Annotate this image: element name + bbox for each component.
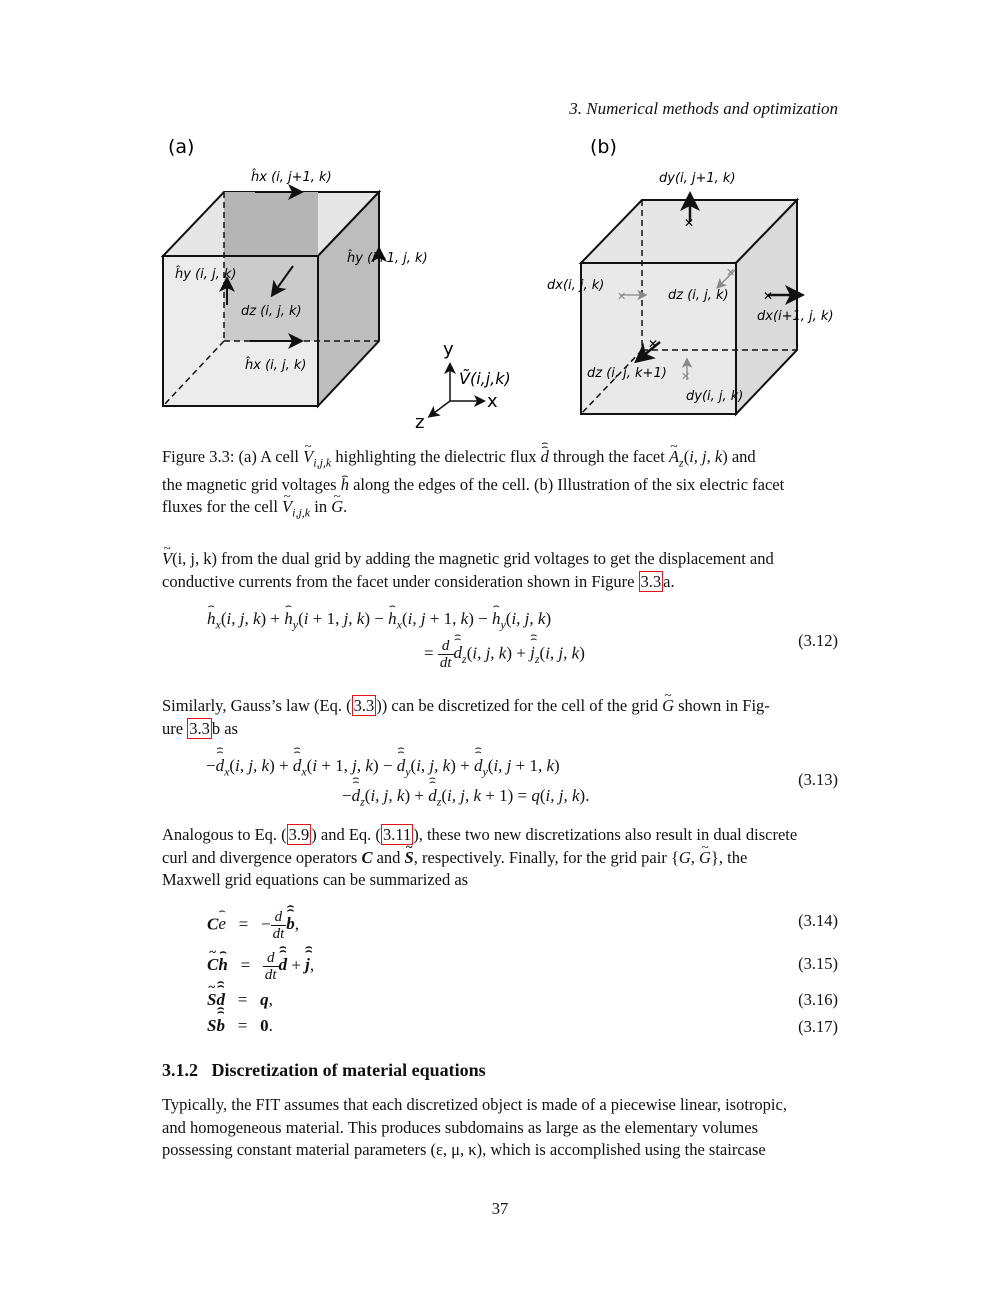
svg-text:✕: ✕: [681, 370, 691, 383]
figure-caption: Figure 3.3: (a) A cell ~ $V_{i,j,k}$ highlighting the dielectric flux ⌢ d ⌢ through the facet ~ $A_z(i$, j, k) and the magnetic grid voltages ⌢ h along the edges of the cell. (b) Illustration of the six electric facet fluxes for the cell ~ $V_{i,j,k}$ in ~ G.: [162, 446, 838, 524]
equation-number-3-12: (3.12): [798, 631, 838, 650]
equation-number-3-16: (3.16): [798, 990, 838, 1009]
svg-text:✕: ✕: [617, 290, 627, 303]
label-hx-top: ĥx (i, j+1, k): [251, 170, 332, 185]
paragraph-3: Analogous to Eq. ( 3.9 ) and Eq. ( 3.11 ), these two new discretizations also result in dual discrete curl and divergence operators C and ~ S, respectively. Finally, for the grid pair {G, ~ G}, the Maxwell grid equations can be summarized as: [162, 824, 838, 892]
ref-eq-3-9[interactable]: 3.9: [288, 825, 310, 844]
section-number: 3.1.2: [162, 1060, 198, 1080]
label-hx-bottom: ĥx (i, j, k): [245, 358, 307, 373]
equation-3-16: ~ S⌢ d ⌢ = q,: [207, 990, 273, 1010]
axis-z: z: [415, 412, 425, 433]
running-header: 3. Numerical methods and optimization: [569, 99, 838, 118]
section-heading: [162, 1060, 486, 1081]
ref-figure-3-3a[interactable]: 3.3: [640, 571, 662, 591]
label-dx-right: dx(i+1, j, k): [757, 309, 834, 324]
ref-eq-3-11[interactable]: 3.11: [382, 825, 412, 844]
axis-x: x: [487, 391, 498, 412]
paragraph-1: ~ V(i, j, k) from the dual grid by adding the magnetic grid voltages to get the displacement and conductive currents from the facet under consideration shown in Figure 3.3 a.: [162, 548, 838, 593]
label-dz-a: dz (i, j, k): [241, 304, 302, 319]
svg-text:✕: ✕: [684, 216, 695, 230]
label-hy-right: ĥy (i+1, j, k): [347, 251, 428, 266]
cube-b: [581, 196, 800, 414]
panel-a-label: (a): [168, 136, 195, 158]
cube-a: [163, 192, 379, 406]
svg-text:✕: ✕: [648, 337, 659, 351]
equation-number-3-14: (3.14): [798, 911, 838, 930]
equation-3-14: C⌢ e = − $\frac{d}{dt}$ ⌢ b ⌢,: [207, 909, 299, 942]
equation-3-12-line1: ⌢ $h_x(i$, j, k) + ⌢ $h_y(i + 1$, j, k) − ⌢ $h_x(i$, j + 1, k) − ⌢ $h_y(i$, j, k): [207, 609, 551, 632]
axis-y: y: [443, 339, 454, 360]
ref-figure-3-3b[interactable]: 3.3: [189, 718, 210, 738]
paragraph-4: Typically, the FIT assumes that each discretized object is made of a piecewise linear, isotropic, and homogeneous material. This produces subdomains as large as the elementary volumes possessing constant material parameters (ε, μ, κ), which is accomplished using the staircase: [162, 1095, 787, 1159]
equation-number-3-15: (3.15): [798, 954, 838, 973]
equation-3-12-line2: = $\frac{d}{dt}$ ⌢ d $⌢_z(i$, j, k) + ⌢ j $⌢_z(i$, j, k): [424, 638, 585, 671]
label-dz-center: dz (i, j, k): [668, 288, 729, 303]
paragraph-2: Similarly, Gauss’s law (Eq. ( 3.3 )) can be discretized for the cell of the grid ~ G shown in Fig- ure 3.3 b as: [162, 695, 838, 740]
label-dx-left: dx(i, j, k): [547, 278, 605, 293]
equation-number-3-13: (3.13): [798, 770, 838, 789]
equation-3-13-line2: −⌢ d $⌢_z(i$, j, k) + ⌢ d $⌢_z(i$, j, k + 1) = q(i, j, k).: [342, 786, 589, 809]
label-hy-left: ĥy (i, j, k): [175, 267, 237, 282]
figure-3-3: [150, 130, 850, 440]
equation-3-13-line1: −⌢ d $⌢_x(i$, j, k) + ⌢ d $⌢_x(i + 1$, j, k) − ⌢ d $⌢_y(i$, j, k) + ⌢ d $⌢_y(i$, j + 1, k): [206, 756, 560, 779]
label-dy-top: dy(i, j+1, k): [659, 171, 736, 186]
equation-3-17: S⌢ b ⌢ = 0.: [207, 1016, 273, 1036]
label-dy-bottom: dy(i, j, k): [686, 389, 744, 404]
equation-number-3-17: (3.17): [798, 1017, 838, 1036]
page-number: 37: [491, 1199, 509, 1218]
label-cell: Ṽ(i,j,k): [459, 369, 511, 388]
section-title: Discretization of material equations: [211, 1060, 486, 1080]
panel-b-label: (b): [590, 136, 617, 158]
svg-text:✕: ✕: [763, 289, 774, 303]
svg-text:✕: ✕: [726, 266, 736, 279]
ref-eq-3-3[interactable]: 3.3: [353, 696, 375, 715]
equation-3-15: ~ C⌢ h = $\frac{d}{dt}$ ⌢ d ⌢ + ⌢ j ⌢,: [207, 950, 314, 983]
label-dz-front: dz (i, j, k+1): [587, 366, 667, 381]
